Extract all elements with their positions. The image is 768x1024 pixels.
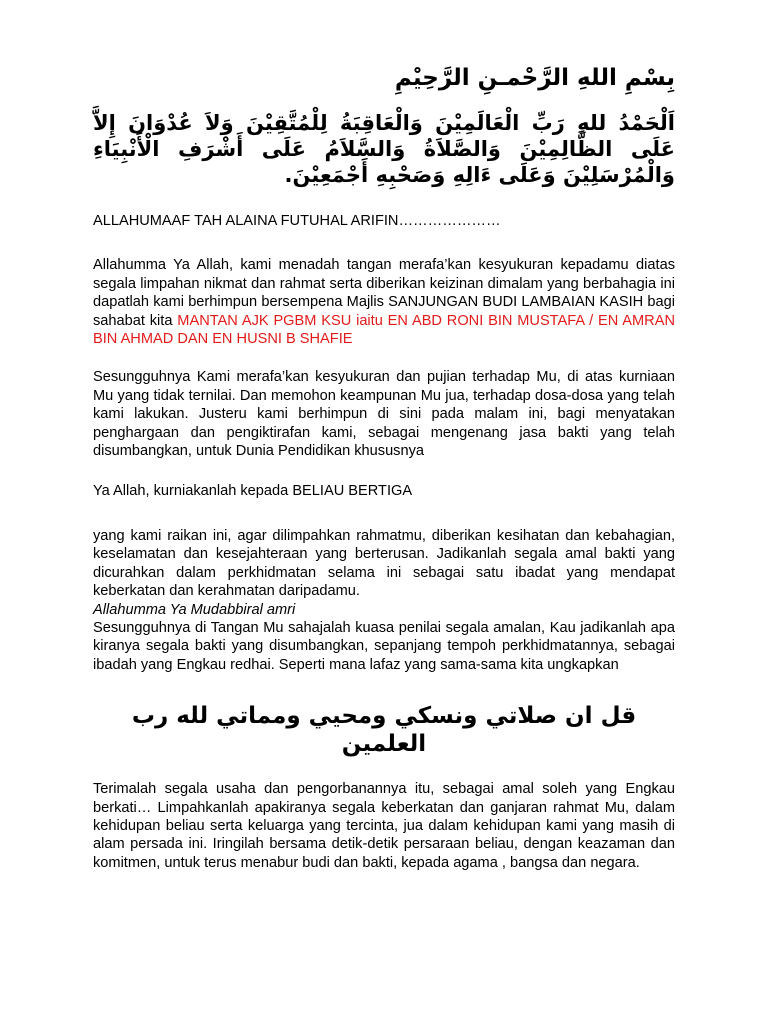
paragraph-blessings: yang kami raikan ini, agar dilimpahkan rahmatmu, diberikan kesihatan dan kebahagian, keselamatan dan kesejahteraan yang berterusan. Jadikanlah segala amal bakti yang dicurahkan dalam perkhidmatan selama ini sebagai satu ibadat yang mendapat keberkatan dan kerahmatan daripadamu. [93, 527, 675, 600]
paragraph-deeds: Sesungguhnya di Tangan Mu sahajalah kuasa penilai segala amalan, Kau jadikanlah apa kiranya segala bakti yang disumbangkan, sepanjang tempoh perkhidmatannya, sebagai ibadah yang Engkau redhai. Seperti mana lafaz yang sama-sama kita ungkapkan [93, 619, 675, 673]
prayer-heading: ALLAHUMAAF TAH ALAINA FUTUHAL ARIFIN………………… [93, 213, 501, 229]
honorees-names: MANTAN AJK PGBM KSU iaitu EN ABD RONI BIN MUSTAFA / EN AMRAN BIN AHMAD DAN EN HUSNI B SHAFIE [93, 312, 675, 348]
opening-prayer-arabic: اَلْحَمْدُ للهِ رَبِّ الْعَالَمِيْنَ وَالْعَاقِبَةُ لِلْمُتَّقِيْنَ وَلاَ عُدْوَانَ إِلاَّ عَلَى الظَّالِمِيْنَ وَالصَّلاَةُ وَالسَّلاَمُ عَلَى أَشْرَفِ الْأَنْبِيَاءِ وَالْمُرْسَلِيْنَ وَعَلَى ءَالِهِ وَصَحْبِهِ أَجْمَعِيْنَ. [93, 111, 675, 187]
basmala: بِسْمِ اللهِ الرَّحْمـنِ الرَّحِيْمِ [394, 65, 675, 91]
arabic-quote: قل ان صلاتي ونسكي ومحيي ومماتي لله رب العلمين [131, 703, 637, 758]
document-page [93, 62, 675, 872]
paragraph-gratitude [93, 256, 675, 348]
paragraph-gratitude-text: Allahumma Ya Allah, kami menadah tangan merafa’kan kesyukuran kepadamu diatas segala limpahan nikmat dan rahmat serta diberikan keizinan dimalam yang berbahagia ini dapatlah kami berhimpun bersempena Majlis SANJUNGAN BUDI LAMBAIAN KASIH bagi sahabat kita [93, 257, 675, 329]
paragraph-praise: Sesungguhnya Kami merafa’kan kesyukuran dan pujian terhadap Mu, di atas kurniaan Mu yang tidak ternilai. Dan memohon keampunan Mu jua, terhadap dosa-dosa yang telah kami lakukan. Justeru kami berhimpun di sini pada malam ini, bagi menyatakan penghargaan dan pengiktirafan kami, sebagai mengenang jasa bakti yang telah disumbangkan, untuk Dunia Pendidikan khususnya [93, 369, 675, 460]
line-beliau-bertiga: Ya Allah, kurniakanlah kepada BELIAU BERTIGA [93, 483, 413, 500]
paragraph-closing: Terimalah segala usaha dan pengorbanannya itu, sebagai amal soleh yang Engkau berkati… Limpahkanlah apakiranya segala keberkatan dan ganjaran rahmat Mu, dalam kehidupan beliau serta keluarga yang tercinta, jua dalam kehidupan kami yang masih di alam persada ini. Iringilah bersama detik-detik persaraan beliau, dengan keazaman dan komitmen, untuk terus menabur budi dan bakti, kepada agama , bangsa dan negara. [93, 781, 675, 871]
italic-heading-mudabbiral: Allahumma Ya Mudabbiral amri [93, 601, 296, 618]
